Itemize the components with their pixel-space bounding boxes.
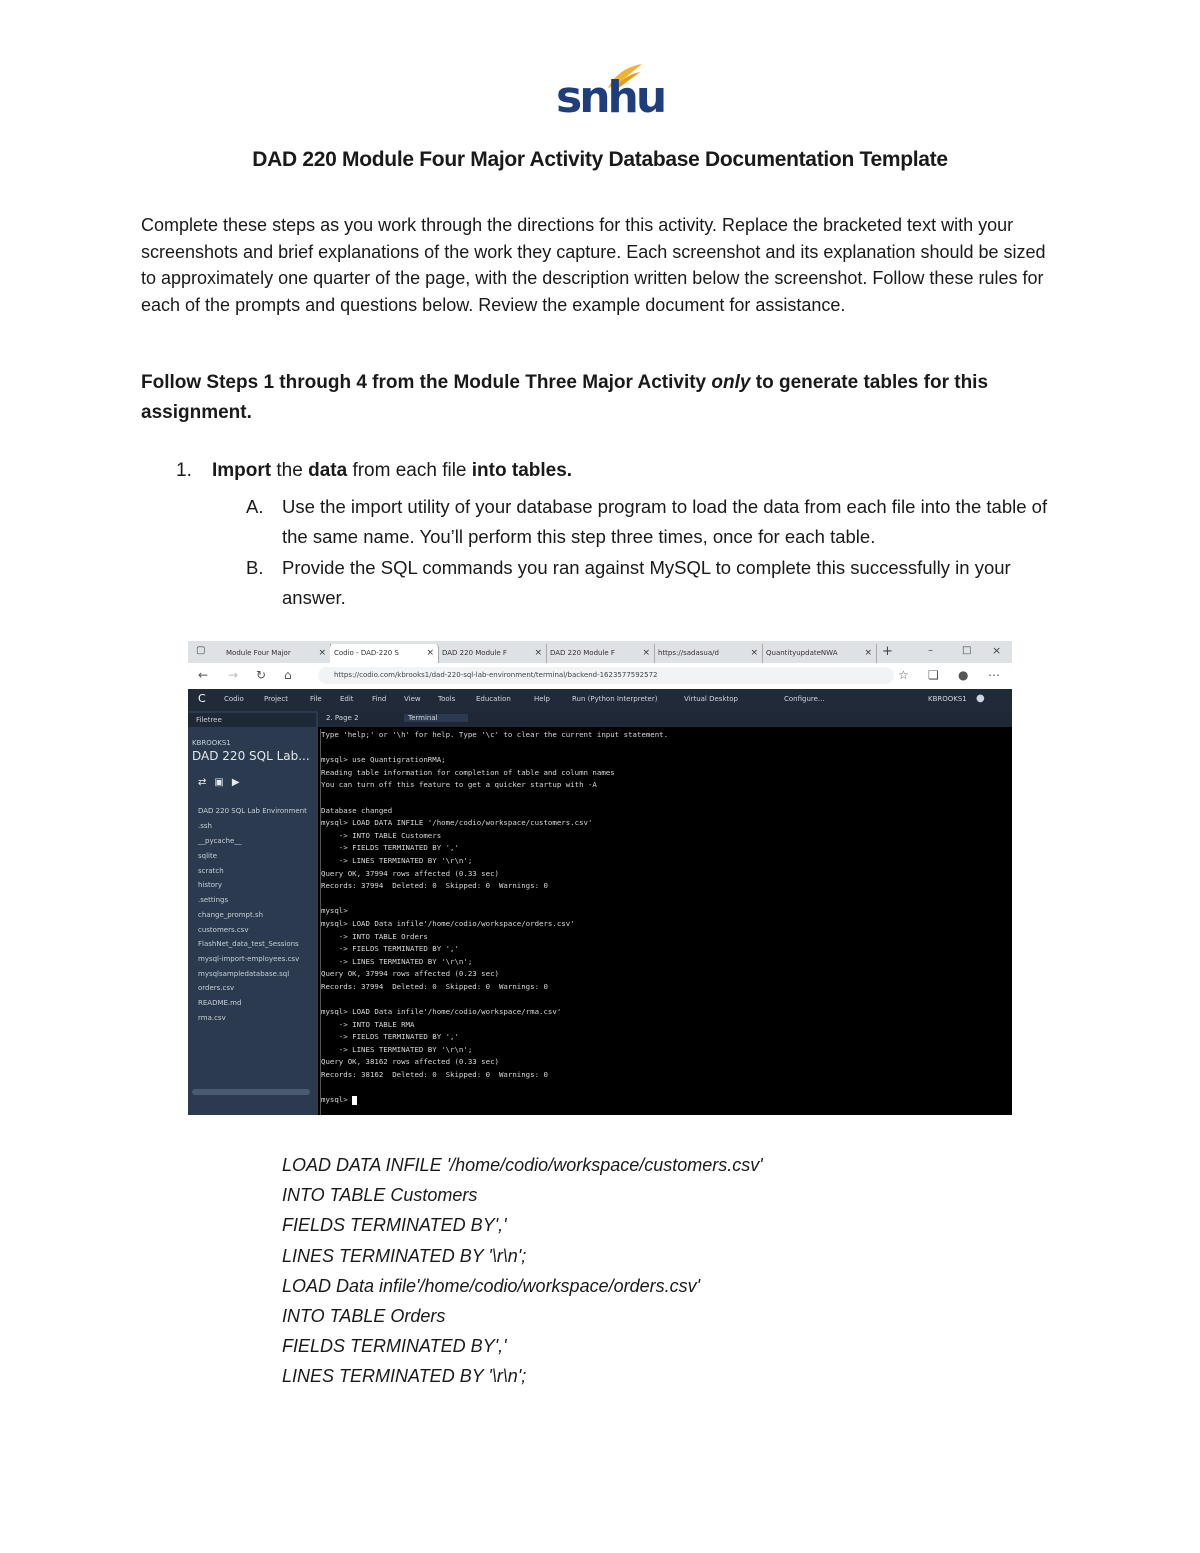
collections-icon[interactable]: ❏ — [928, 668, 939, 682]
tree-item[interactable]: history — [198, 881, 223, 889]
terminal-line: Reading table information for completion of table and column names — [321, 767, 615, 777]
note-before: Follow Steps 1 through 4 from the Module Three Major Activity — [141, 372, 712, 393]
user-name[interactable]: KBROOKS1 — [928, 695, 967, 703]
maximize-icon[interactable]: □ — [962, 645, 972, 656]
step-number: 1. — [176, 460, 192, 481]
terminal-line: -> LINES TERMINATED BY '\r\n'; — [321, 1044, 473, 1054]
step-part: data — [308, 460, 348, 481]
close-icon[interactable]: × — [864, 648, 872, 658]
tab-label: Module Four Major — [226, 649, 291, 657]
sql-commands — [282, 1150, 1042, 1392]
terminal-line: mysql> LOAD Data infile'/home/codio/workspace/orders.csv' — [321, 918, 575, 928]
tab-label: DAD 220 Module F — [442, 649, 507, 657]
terminal-line — [321, 1082, 1011, 1095]
tree-item[interactable]: change_prompt.sh — [198, 911, 264, 919]
terminal-line: Query OK, 37994 rows affected (0.23 sec) — [321, 969, 499, 979]
terminal-line: Query OK, 38162 rows affected (0.33 sec) — [321, 1057, 499, 1067]
browser-tab[interactable] — [222, 644, 331, 663]
codio-menubar — [188, 689, 1012, 711]
tree-item[interactable]: orders.csv — [198, 984, 235, 992]
browser-tab-active[interactable] — [330, 644, 439, 663]
browser-tab[interactable] — [654, 644, 763, 663]
window-close-icon[interactable]: × — [992, 644, 1002, 657]
note-emphasis: only — [711, 372, 751, 393]
tab-terminal[interactable]: Terminal — [404, 714, 468, 722]
tree-item[interactable]: mysqlsampledatabase.sql — [198, 970, 290, 978]
menu-item[interactable]: View — [404, 695, 421, 703]
terminal-line — [321, 742, 1011, 755]
sql-line: LOAD Data infile'/home/codio/workspace/orders.csv' — [282, 1275, 701, 1296]
tab-actions-icon: ▢ — [196, 645, 206, 656]
step-part: Import — [212, 460, 272, 481]
virtual-desktop-button[interactable]: Virtual Desktop — [684, 695, 738, 703]
terminal-output[interactable] — [320, 729, 1011, 1115]
close-icon[interactable]: × — [534, 648, 542, 658]
terminal-line: -> FIELDS TERMINATED BY ',' — [321, 1032, 459, 1042]
menu-item[interactable]: Codio — [224, 695, 244, 703]
tree-item[interactable]: __pycache__ — [198, 837, 242, 845]
terminal-line: mysql> use QuantigrationRMA; — [321, 755, 446, 765]
terminal-line: mysql> LOAD Data infile'/home/codio/workspace/rma.csv' — [321, 1007, 562, 1017]
terminal-line: -> INTO TABLE Customers — [321, 830, 442, 840]
sql-line: LINES TERMINATED BY '\r\n'; — [282, 1245, 527, 1266]
menu-item[interactable]: Find — [372, 695, 387, 703]
substep-letter: A. — [246, 496, 264, 517]
filetree-toolbar — [198, 777, 248, 788]
terminal-line — [321, 792, 1011, 805]
tab-label: https://sadasua/d — [658, 649, 719, 657]
forward-icon[interactable]: → — [228, 668, 239, 682]
refresh-icon[interactable]: ↻ — [256, 668, 267, 682]
step-part: into tables. — [471, 460, 573, 481]
menu-item[interactable]: Education — [476, 695, 511, 703]
substep-a — [246, 492, 1066, 552]
tree-item[interactable]: README.md — [198, 999, 242, 1007]
menu-item[interactable]: Project — [264, 695, 288, 703]
step-part: from each file — [347, 460, 472, 481]
configure-button[interactable]: Configure... — [784, 695, 825, 703]
terminal-line: Records: 38162 Deleted: 0 Skipped: 0 Warnings: 0 — [321, 1070, 548, 1080]
terminal-line: Records: 37994 Deleted: 0 Skipped: 0 Warnings: 0 — [321, 881, 548, 891]
sync-icon[interactable]: ⇄ — [198, 777, 215, 788]
menu-item[interactable]: File — [310, 695, 322, 703]
play-icon[interactable]: ▶ — [231, 777, 248, 788]
close-icon[interactable]: × — [642, 648, 650, 658]
menu-item[interactable]: Tools — [438, 695, 456, 703]
sql-line: LINES TERMINATED BY '\r\n'; — [282, 1366, 527, 1387]
menu-item[interactable]: Help — [534, 695, 550, 703]
sql-line: FIELDS TERMINATED BY',' — [282, 1336, 507, 1357]
close-icon[interactable]: × — [426, 648, 434, 658]
file-tree-sidebar — [188, 711, 318, 1115]
profile-icon[interactable]: ● — [958, 668, 969, 682]
terminal-line: You can turn off this feature to get a quicker startup with -A — [321, 780, 597, 790]
terminal-line: mysql> — [321, 1094, 1011, 1107]
tab-label: Codio - DAD-220 S — [334, 649, 399, 657]
intro-paragraph: Complete these steps as you work through the directions for this activity. Replace the bracketed text with your screenshots and brief explanations of the work they capture. Each screenshot and its explanation should be sized to approximately one quarter of the page, with the description written below the screenshot. Follow these rules for each of the prompts and questions below. Review the example document for assistance. — [141, 215, 1046, 315]
new-tab-icon[interactable]: + — [882, 644, 893, 659]
substep-text: Use the import utility of your database program to load the data from each file into the table of the same name. You’ll perform this step three times, once for each table. — [282, 496, 1048, 547]
snhu-logo — [552, 62, 665, 126]
terminal-line: -> INTO TABLE Orders — [321, 931, 428, 941]
editor-tabs — [318, 711, 1012, 727]
terminal-line: Records: 37994 Deleted: 0 Skipped: 0 Warnings: 0 — [321, 981, 548, 991]
terminal-line: -> FIELDS TERMINATED BY ',' — [321, 944, 459, 954]
tree-item[interactable]: .ssh — [198, 822, 212, 830]
terminal-line: -> FIELDS TERMINATED BY ',' — [321, 843, 459, 853]
terminal-cursor — [352, 1096, 357, 1105]
terminal-line: -> INTO TABLE RMA — [321, 1019, 415, 1029]
browser-tab-bar — [188, 641, 1012, 663]
more-icon[interactable]: ⋯ — [988, 668, 1000, 682]
step-part: the — [271, 460, 309, 481]
close-icon[interactable]: × — [750, 648, 758, 658]
tree-item[interactable]: FlashNet_data_test_Sessions — [198, 940, 299, 948]
tree-item[interactable]: sqlite — [198, 852, 218, 860]
terminal-line: mysql> LOAD DATA INFILE '/home/codio/workspace/customers.csv' — [321, 818, 593, 828]
tab-page-2[interactable]: 2. Page 2 — [326, 714, 359, 722]
terminal-line: Query OK, 37994 rows affected (0.33 sec) — [321, 868, 499, 878]
tree-item[interactable]: mysql-import-employees.csv — [198, 955, 300, 963]
step-1-substeps — [246, 492, 1066, 614]
browser-tab[interactable] — [546, 644, 655, 663]
run-button[interactable]: Run (Python Interpreter) — [572, 695, 658, 703]
account-icon[interactable]: ● — [976, 693, 985, 704]
url-input[interactable]: https://codio.com/kbrooks1/dad-220-sql-lab-environment/terminal/backend-1623577592572 — [318, 667, 894, 684]
terminal-line: -> LINES TERMINATED BY '\r\n'; — [321, 855, 473, 865]
preview-icon[interactable]: ▣ — [214, 777, 232, 788]
terminal-line — [321, 893, 1011, 906]
note-after: to generate tables for this assignment. — [141, 372, 989, 423]
logo-text: snhu — [556, 72, 665, 123]
instruction-note — [141, 368, 1061, 428]
tree-item[interactable]: customers.csv — [198, 926, 249, 934]
terminal-line: mysql> — [321, 906, 348, 916]
terminal-line — [321, 993, 1011, 1006]
terminal-line: Type 'help;' or '\h' for help. Type '\c' to clear the current input statement. — [321, 730, 669, 739]
substep-text: Provide the SQL commands you ran against MySQL to complete this successfully in your answer. — [282, 557, 1011, 608]
project-owner: KBROOKS1 — [192, 739, 231, 747]
back-icon[interactable]: ← — [198, 668, 209, 682]
terminal-screenshot — [188, 641, 1012, 1115]
document-title: DAD 220 Module Four Major Activity Database Documentation Template — [252, 148, 948, 171]
tab-label: QuantityupdateNWA — [766, 649, 838, 657]
sql-line: LOAD DATA INFILE '/home/codio/workspace/customers.csv' — [282, 1155, 763, 1175]
home-icon[interactable]: ⌂ — [284, 668, 292, 682]
tab-label: DAD 220 Module F — [550, 649, 615, 657]
sql-line: INTO TABLE Orders — [282, 1305, 446, 1326]
project-name[interactable]: DAD 220 SQL Lab... — [192, 749, 310, 763]
tree-item[interactable]: scratch — [198, 867, 224, 875]
minimize-icon[interactable]: – — [928, 645, 933, 656]
tree-item[interactable]: rma.csv — [198, 1014, 226, 1022]
tree-item[interactable]: .settings — [198, 896, 229, 904]
codio-logo-icon: C — [198, 692, 206, 705]
terminal-line: -> LINES TERMINATED BY '\r\n'; — [321, 956, 473, 966]
menu-item[interactable]: Edit — [340, 695, 354, 703]
filetree-header: Filetree — [188, 713, 316, 727]
favorite-icon[interactable]: ☆ — [898, 668, 909, 682]
sql-line: INTO TABLE Customers — [282, 1185, 478, 1206]
terminal-line: Database changed — [321, 805, 393, 815]
close-icon[interactable]: × — [318, 648, 326, 658]
sidebar-scrollbar[interactable] — [192, 1089, 310, 1095]
step-1 — [176, 460, 572, 482]
address-bar — [188, 663, 1012, 690]
sql-line: FIELDS TERMINATED BY',' — [282, 1215, 507, 1236]
tree-item[interactable]: DAD 220 SQL Lab Environment — [198, 807, 307, 815]
substep-b — [246, 553, 1066, 613]
substep-letter: B. — [246, 557, 264, 578]
browser-tab[interactable] — [438, 644, 547, 663]
browser-tab[interactable] — [762, 644, 877, 663]
